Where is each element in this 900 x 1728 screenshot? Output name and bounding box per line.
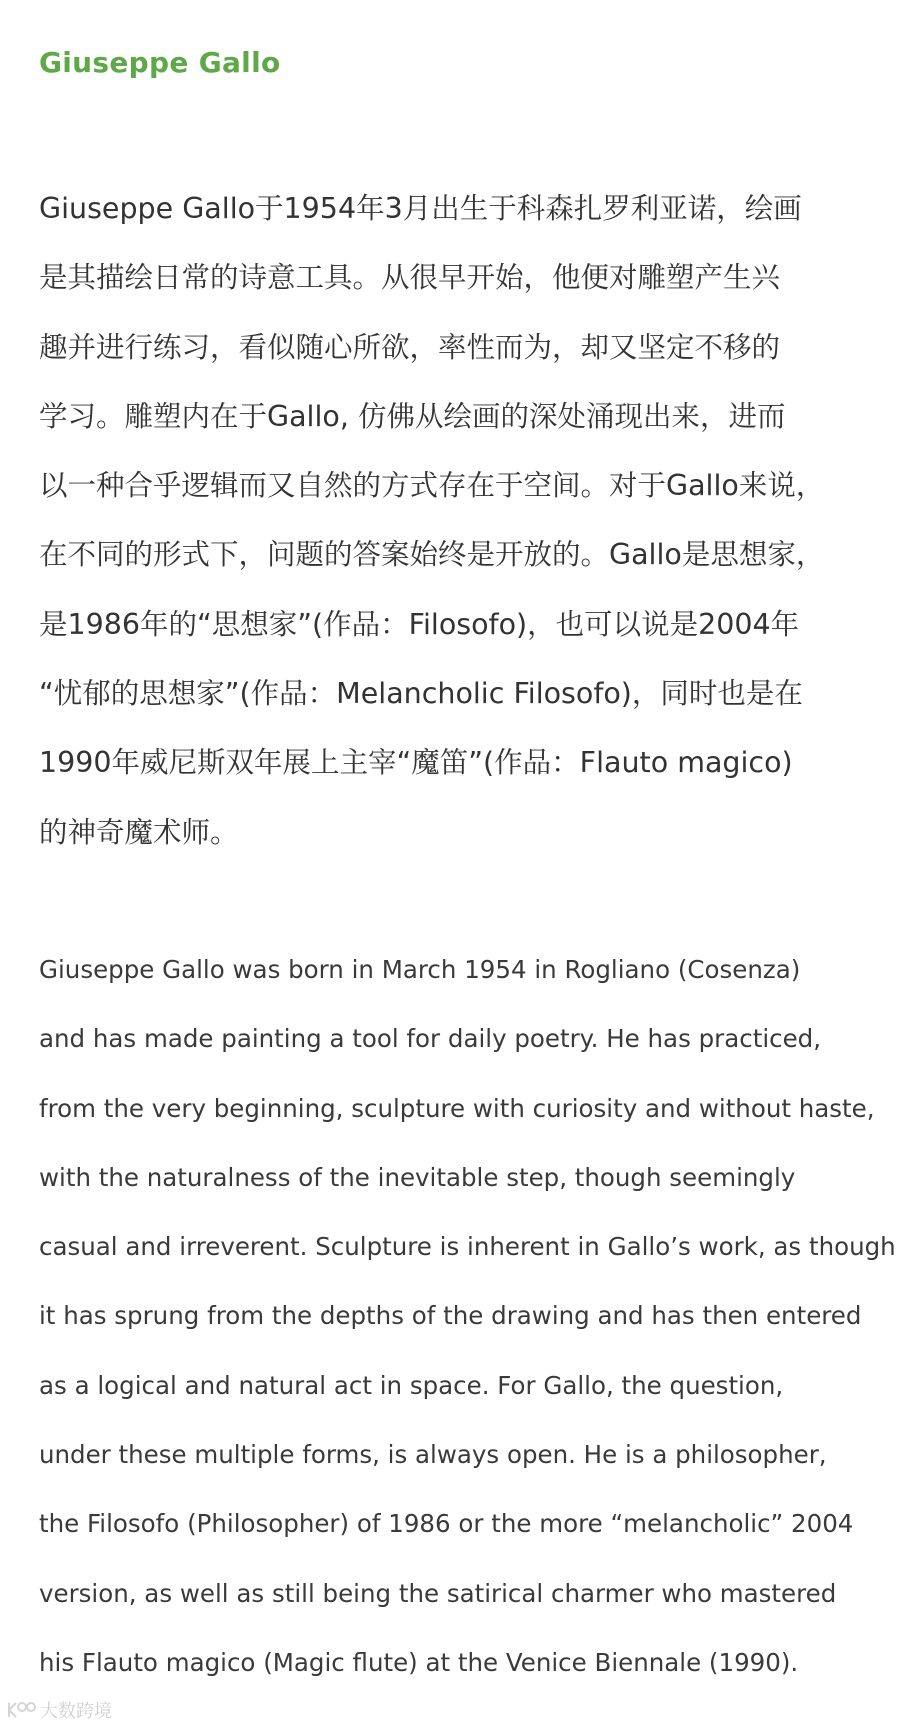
english-line: from the very beginning, sculpture with curiosity and without haste,	[39, 1093, 875, 1123]
chinese-line: 的神奇魔术师。	[39, 815, 239, 849]
chinese-line: 是1986年的“思想家”(作品：Filosofo)，也可以说是2004年	[39, 607, 800, 641]
english-line: version, as well as still being the satirical charmer who mastered	[39, 1578, 837, 1608]
chinese-line: 趣并进行练习，看似随心所欲，率性而为，却又坚定不移的	[39, 330, 781, 364]
watermark-text: 大数跨境	[40, 1701, 112, 1722]
english-line: and has made painting a tool for daily poetry. He has practiced,	[39, 1024, 822, 1054]
english-line: his Flauto magico (Magic flute) at the Venice Biennale (1990).	[39, 1647, 799, 1677]
english-line: casual and irreverent. Sculpture is inherent in Gallo’s work, as though	[39, 1232, 896, 1262]
chinese-paragraph	[39, 174, 869, 867]
watermark	[6, 1697, 112, 1723]
english-line: as a logical and natural act in space. For Gallo, the question,	[39, 1370, 784, 1400]
chinese-line: 是其描绘日常的诗意工具。从很早开始，他便对雕塑产生兴	[39, 261, 781, 295]
chinese-line: 1990年威尼斯双年展上主宰“魔笛”(作品：Flauto magico)	[39, 746, 793, 780]
english-line: with the naturalness of the inevitable step, though seemingly	[39, 1162, 796, 1192]
chinese-line: “忧郁的思想家”(作品：Melancholic Filosofo)，同时也是在	[39, 677, 803, 711]
english-line: under these multiple forms, is always open. He is a philosopher,	[39, 1440, 827, 1470]
chinese-line: 在不同的形式下，问题的答案始终是开放的。Gallo是思想家，	[39, 538, 825, 572]
chinese-line: 学习。雕塑内在于Gallo, 仿佛从绘画的深处涌现出来，进而	[39, 399, 786, 433]
english-paragraph	[39, 935, 896, 1697]
english-line: Giuseppe Gallo was born in March 1954 in Rogliano (Cosenza)	[39, 955, 801, 984]
english-line: it has sprung from the depths of the drawing and has then entered	[39, 1301, 862, 1331]
english-line: the Filosofo (Philosopher) of 1986 or the more “melancholic” 2004	[39, 1509, 854, 1539]
chinese-line: Giuseppe Gallo于1954年3月出生于科森扎罗利亚诺，绘画	[39, 192, 802, 225]
logo-icon	[6, 1699, 36, 1721]
chinese-line: 以一种合乎逻辑而又自然的方式存在于空间。对于Gallo来说，	[39, 469, 825, 503]
article-title: Giuseppe Gallo	[39, 46, 281, 79]
